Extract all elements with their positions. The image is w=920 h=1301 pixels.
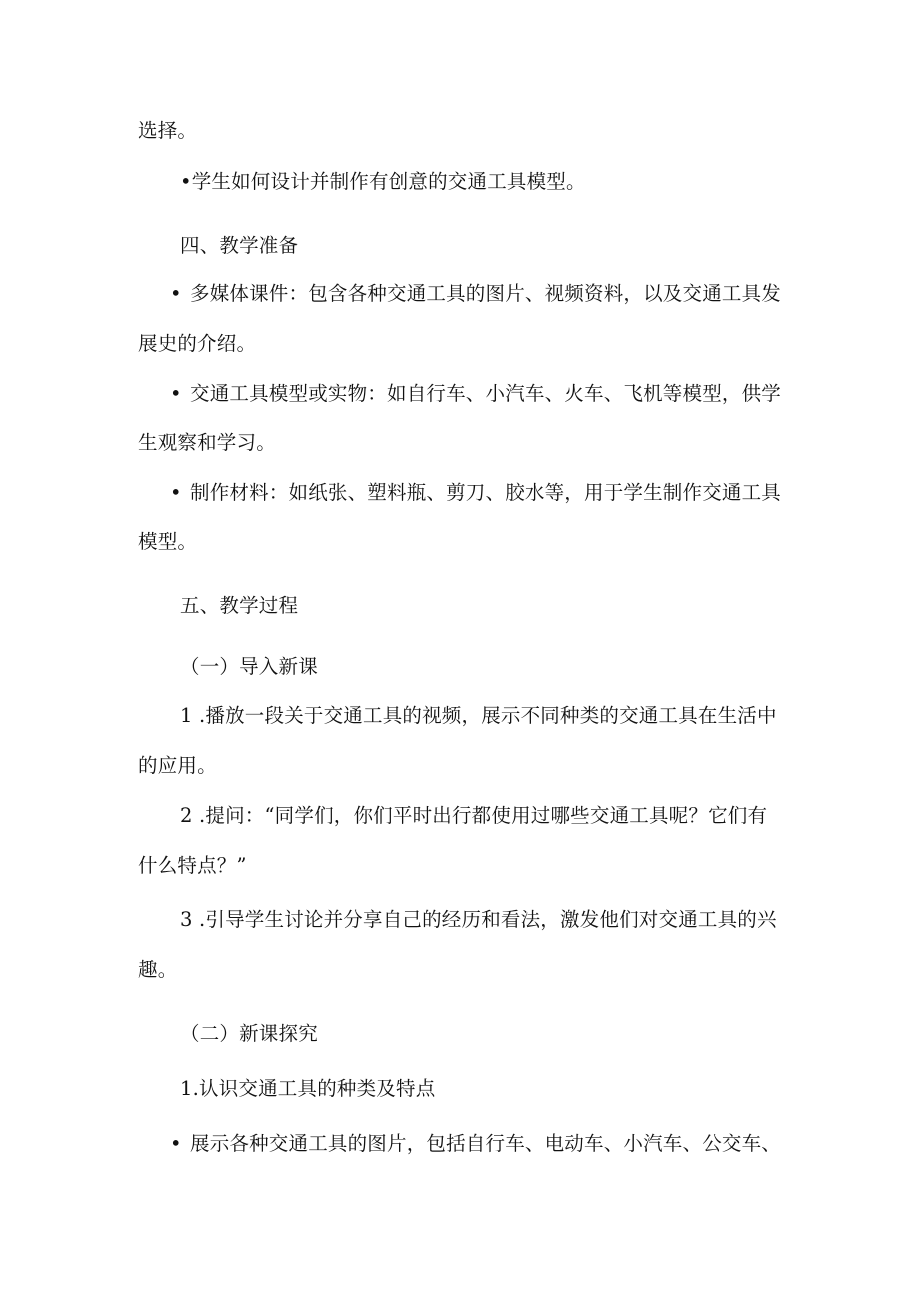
intro-step-3-line1: 3 .引导学生讨论并分享自己的经历和看法，激发他们对交通工具的兴 xyxy=(180,908,777,931)
prep-item-multimedia-line1: 多媒体课件：包含各种交通工具的图片、视频资料，以及交通工具发 xyxy=(190,282,782,305)
bullet-marker: • xyxy=(170,1132,182,1155)
section-heading-teaching-process: 五、教学过程 xyxy=(180,594,299,617)
prep-item-multimedia-line2: 展史的介绍。 xyxy=(138,332,257,355)
subheading-new-lesson: （二）新课探究 xyxy=(180,1022,318,1045)
new-lesson-point-1: 1.认识交通工具的种类及特点 xyxy=(180,1077,436,1100)
bullet-marker: • xyxy=(170,481,182,504)
prep-item-models-line1: 交通工具模型或实物：如自行车、小汽车、火车、飞机等模型，供学 xyxy=(190,382,782,405)
section-heading-teaching-preparation: 四、教学准备 xyxy=(180,234,299,257)
prep-item-models-line2: 生观察和学习。 xyxy=(138,431,276,454)
intro-step-2-line2: 什么特点？” xyxy=(138,854,247,877)
prep-item-materials-line1: 制作材料：如纸张、塑料瓶、剪刀、胶水等，用于学生制作交通工具 xyxy=(190,481,782,504)
new-lesson-bullet-1: 展示各种交通工具的图片，包括自行车、电动车、小汽车、公交车、 xyxy=(190,1132,782,1155)
intro-step-1-line1: 1 .播放一段关于交通工具的视频，展示不同种类的交通工具在生活中 xyxy=(180,704,777,727)
prep-item-materials-line2: 模型。 xyxy=(138,530,198,553)
paragraph-continuation: 选择。 xyxy=(138,119,198,142)
bullet-marker: • xyxy=(170,382,182,405)
intro-step-1-line2: 的应用。 xyxy=(138,754,217,777)
bullet-design-question: •学生如何设计并制作有创意的交通工具模型。 xyxy=(180,170,586,193)
subheading-introduction: （一）导入新课 xyxy=(180,655,318,678)
intro-step-2-line1: 2 .提问：“同学们，你们平时出行都使用过哪些交通工具呢？它们有 xyxy=(180,804,768,827)
bullet-marker: • xyxy=(170,282,182,305)
intro-step-3-line2: 趣。 xyxy=(138,958,178,981)
